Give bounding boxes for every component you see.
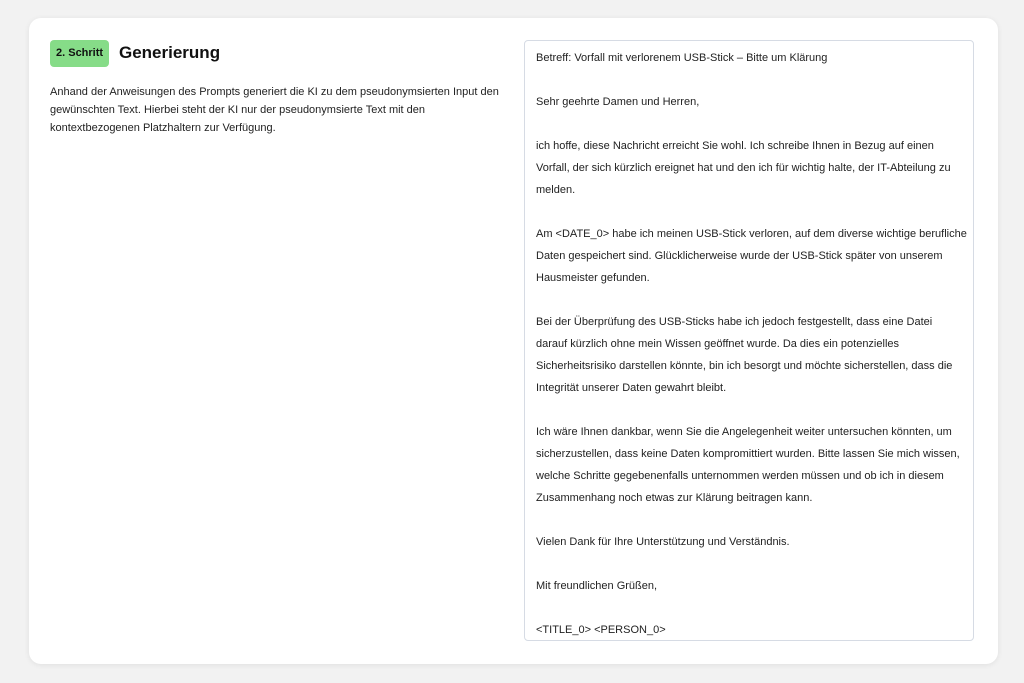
output-line: Betreff: Vorfall mit verlorenem USB-Stick – Bitte um Klärung <box>536 52 828 64</box>
output-line: Integrität unserer Daten gewahrt bleibt. <box>536 382 727 394</box>
output-line: Vielen Dank für Ihre Unterstützung und Verständnis. <box>536 536 790 548</box>
output-line: sicherzustellen, dass keine Daten kompromittiert wurden. Bitte lassen Sie mich wissen, <box>536 448 960 460</box>
output-paragraph <box>536 47 962 69</box>
output-line: ich hoffe, diese Nachricht erreicht Sie wohl. Ich schreibe Ihnen in Bezug auf einen <box>536 140 934 152</box>
output-paragraph <box>536 531 962 553</box>
output-line: Am <DATE_0> habe ich meinen USB-Stick verloren, auf dem diverse wichtige berufliche <box>536 228 967 240</box>
description-line: kontextbezogenen Platzhaltern zur Verfügung. <box>50 122 276 134</box>
output-line: <TITLE_0> <PERSON_0> <box>536 624 666 636</box>
output-line: Sicherheitsrisiko darstellen könnte, bin ich besorgt und möchte sicherstellen, dass die <box>536 360 953 372</box>
step-card <box>29 18 998 664</box>
step-badge: 2. Schritt <box>50 40 109 67</box>
output-paragraph <box>536 223 967 289</box>
output-paragraph <box>536 421 962 509</box>
output-line: Ich wäre Ihnen dankbar, wenn Sie die Angelegenheit weiter untersuchen könnten, um <box>536 426 952 438</box>
output-line: welche Schritte gegebenenfalls unternommen werden müssen und ob ich in diesem <box>536 470 944 482</box>
output-paragraph <box>536 91 962 113</box>
description-line: gewünschten Text. Hierbei steht der KI nur der pseudonymsierte Text mit den <box>50 104 426 116</box>
description-line: Anhand der Anweisungen des Prompts generiert die KI zu dem pseudonymsierten Input den <box>50 86 499 98</box>
output-line: Hausmeister gefunden. <box>536 272 650 284</box>
output-line: Zusammenhang noch etwas zur Klärung beitragen kann. <box>536 492 813 504</box>
output-line: Daten gespeichert sind. Glücklicherweise wurde der USB-Stick später von unserem <box>536 250 943 262</box>
output-line: Vorfall, der sich kürzlich ereignet hat und den ich für wichtig halte, der IT-Abteilung zu <box>536 162 951 174</box>
output-line: darauf kürzlich ohne mein Wissen geöffnet wurde. Da dies ein potenzielles <box>536 338 899 350</box>
step-description <box>50 83 510 137</box>
output-paragraph <box>536 135 962 201</box>
output-line: Mit freundlichen Grüßen, <box>536 580 658 592</box>
step-title: Generierung <box>119 43 221 62</box>
generated-text-output[interactable] <box>524 40 974 641</box>
output-line: Bei der Überprüfung des USB-Sticks habe ich jedoch festgestellt, dass eine Datei <box>536 316 933 328</box>
output-line: Sehr geehrte Damen und Herren, <box>536 96 700 108</box>
output-line: melden. <box>536 184 576 196</box>
output-paragraph <box>536 619 962 641</box>
output-paragraph <box>536 311 962 399</box>
output-paragraph <box>536 575 962 597</box>
